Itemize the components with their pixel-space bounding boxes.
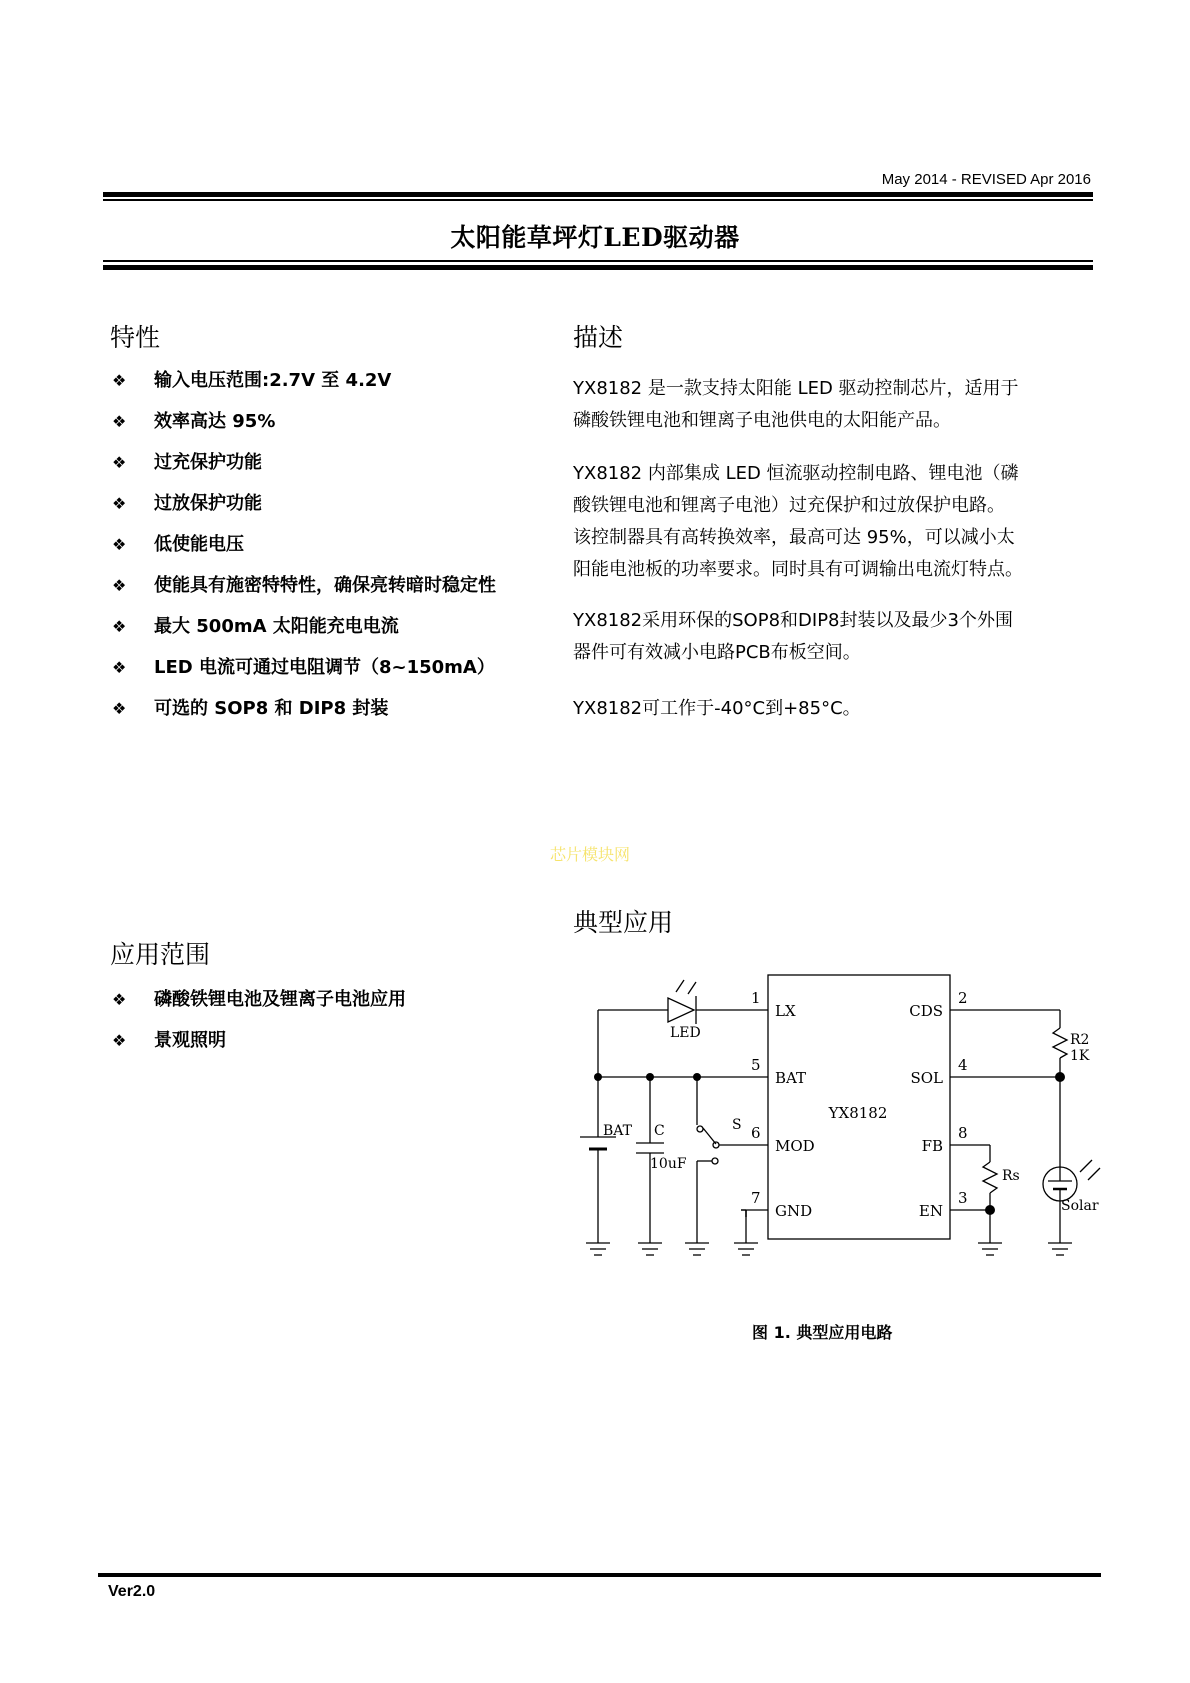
text-line: YX8182 是一款支持太阳能 LED 驱动控制芯片，适用于 (573, 378, 1019, 399)
list-item-text: 可选的 SOP8 和 DIP8 封装 (154, 698, 389, 719)
typical-app-heading: 典型应用 (573, 908, 674, 937)
text-line: YX8182可工作于-40°C到+85°C。 (573, 698, 861, 719)
document-title: 太阳能草坪灯LED驱动器 (450, 223, 740, 252)
pin-num-7: 7 (751, 1189, 761, 1207)
watermark: 芯片模块网 (550, 845, 631, 864)
list-item-text: 低使能电压 (154, 534, 244, 555)
bullet-icon: ❖ (112, 658, 127, 677)
pin-num-8: 8 (958, 1124, 968, 1142)
text-line: 磷酸铁锂电池和锂离子电池供电的太阳能产品。 (573, 410, 951, 431)
list-item-text: LED 电流可通过电阻调节（8~150mA） (154, 657, 495, 678)
list-item-text: 最大 500mA 太阳能充电电流 (154, 616, 399, 637)
pin-name-en: EN (918, 1202, 943, 1220)
r2-value: 1K (1070, 1048, 1090, 1064)
list-item-text: 景观照明 (154, 1030, 226, 1051)
applications-heading: 应用范围 (110, 940, 211, 969)
pin-name-bat: BAT (775, 1069, 807, 1087)
solar-label: Solar (1061, 1198, 1099, 1214)
version-label: Ver2.0 (108, 1583, 156, 1600)
pin-num-6: 6 (751, 1124, 761, 1142)
pin-num-1: 1 (751, 989, 761, 1007)
bullet-icon: ❖ (112, 699, 127, 718)
revision-date: May 2014 - REVISED Apr 2016 (881, 171, 1091, 188)
pin-name-lx: LX (775, 1002, 796, 1020)
cap-value: 10uF (650, 1156, 687, 1172)
rs-label: Rs (1002, 1168, 1020, 1184)
text-line: 酸铁锂电池和锂离子电池）过充保护和过放保护电路。 (573, 495, 1005, 516)
list-item-text: 过放保护功能 (154, 493, 262, 514)
footer-rule (98, 1573, 1101, 1577)
list-item-text: 效率高达 95% (154, 411, 276, 432)
bullet-icon: ❖ (112, 617, 127, 636)
r2-resistor (1053, 1028, 1067, 1058)
pin-name-cds: CDS (909, 1002, 943, 1020)
bullet-icon: ❖ (112, 371, 127, 390)
text-line: YX8182 内部集成 LED 恒流驱动控制电路、锂电池（磷 (573, 463, 1019, 484)
list-item-text: 磷酸铁锂电池及锂离子电池应用 (154, 989, 406, 1010)
led-label: LED (670, 1025, 701, 1041)
pin-num-4: 4 (958, 1056, 968, 1074)
text-line: YX8182采用环保的SOP8和DIP8封装以及最少3个外围 (573, 610, 1013, 631)
bullet-icon: ❖ (112, 1031, 127, 1050)
bullet-icon: ❖ (112, 453, 127, 472)
cap-label: C (654, 1123, 665, 1139)
bullet-icon: ❖ (112, 535, 127, 554)
pin-name-fb: FB (921, 1137, 943, 1155)
bullet-icon: ❖ (112, 990, 127, 1009)
text-line: 阳能电池板的功率要求。同时具有可调输出电流灯特点。 (573, 559, 1023, 580)
text-line: 该控制器具有高转换效率，最高可达 95%，可以减小太 (573, 527, 1015, 548)
pin-name-mod: MOD (775, 1137, 815, 1155)
features-heading: 特性 (110, 323, 161, 352)
chip-name: YX8182 (828, 1104, 888, 1122)
led-diode (668, 998, 694, 1022)
switch-label: S (732, 1117, 742, 1133)
list-item-text: 过充保护功能 (154, 452, 262, 473)
list-item-text: 输入电压范围:2.7V 至 4.2V (154, 370, 392, 391)
ground-symbols (586, 1243, 1072, 1255)
pin-name-sol: SOL (910, 1069, 943, 1087)
r2-label: R2 (1070, 1032, 1090, 1048)
bullet-icon: ❖ (112, 494, 127, 513)
bat-label: BAT (603, 1123, 632, 1139)
bullet-icon: ❖ (112, 576, 127, 595)
list-item-text: 使能具有施密特特性，确保亮转暗时稳定性 (154, 575, 496, 596)
rs-resistor (983, 1162, 997, 1193)
pin-name-gnd: GND (775, 1202, 813, 1220)
pin-num-3: 3 (958, 1189, 968, 1207)
figure-caption: 图 1. 典型应用电路 (752, 1323, 893, 1342)
pin-num-5: 5 (751, 1056, 761, 1074)
text-line: 器件可有效减小电路PCB布板空间。 (573, 642, 861, 663)
pin-num-2: 2 (958, 989, 968, 1007)
junction-dots (594, 1072, 1065, 1215)
bullet-icon: ❖ (112, 412, 127, 431)
description-heading: 描述 (573, 323, 624, 352)
